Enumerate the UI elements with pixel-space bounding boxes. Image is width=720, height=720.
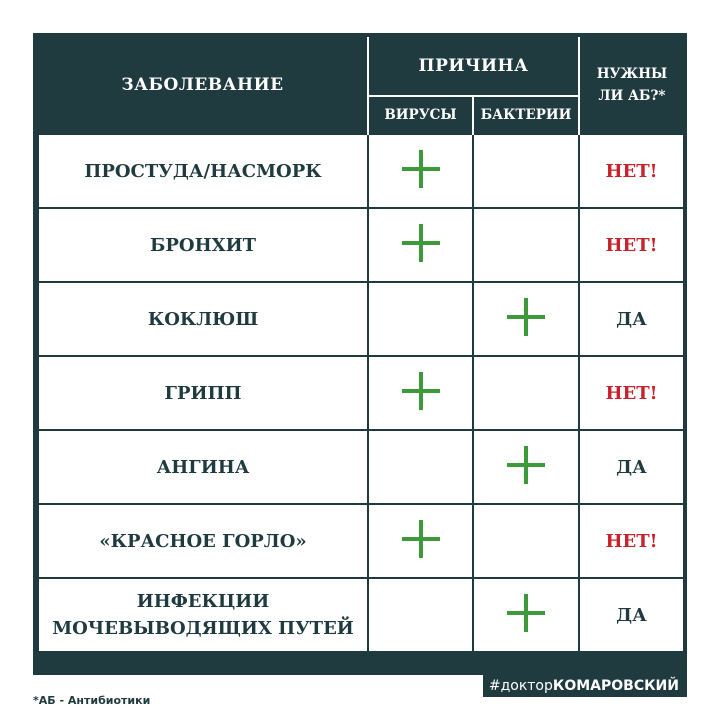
bacteria-cell [473,208,579,282]
disease-name: КОКЛЮШ [38,282,368,356]
bacteria-cell [473,430,579,504]
bacteria-cell [473,578,579,652]
header-disease: ЗАБОЛЕВАНИЕ [38,37,368,134]
table-row [38,208,684,282]
viruses-cell [368,282,473,356]
viruses-cell [368,356,473,430]
header-need-ab-label: НУЖНЫ ЛИ АБ?* [596,66,668,104]
table-row [38,504,684,578]
plus-icon [402,520,440,558]
viruses-cell [368,430,473,504]
plus-icon [402,372,440,410]
need-ab-answer: НЕТ! [579,208,684,282]
header-bacteria: БАКТЕРИИ [473,96,579,134]
table-row [38,430,684,504]
need-ab-answer: НЕТ! [579,134,684,208]
table-row [38,356,684,430]
disease-name: БРОНХИТ [38,208,368,282]
disease-name: «КРАСНОЕ ГОРЛО» [38,504,368,578]
viruses-cell [368,578,473,652]
brand-prefix: #доктор [488,678,553,694]
viruses-cell [368,134,473,208]
header-cause: ПРИЧИНА [368,37,579,96]
plus-icon [507,298,545,336]
need-ab-answer: НЕТ! [579,356,684,430]
header-need-ab [579,37,684,134]
bacteria-cell [473,504,579,578]
bacteria-cell [473,282,579,356]
header-viruses: ВИРУСЫ [368,96,473,134]
plus-icon [402,150,440,188]
bacteria-cell [473,356,579,430]
table-row [38,578,684,652]
viruses-cell [368,504,473,578]
disease-name: ПРОСТУДА/НАСМОРК [38,134,368,208]
plus-icon [507,446,545,484]
brand-tag [483,675,687,697]
bacteria-cell [473,134,579,208]
brand-name: КОМАРОВСКИЙ [552,678,679,694]
need-ab-answer: ДА [579,282,684,356]
disease-table [37,37,685,653]
disease-name: АНГИНА [38,430,368,504]
table-body [38,134,684,652]
need-ab-answer: ДА [579,578,684,652]
disease-name: ГРИПП [38,356,368,430]
need-ab-answer: ДА [579,430,684,504]
table-row [38,134,684,208]
viruses-cell [368,208,473,282]
plus-icon [507,594,545,632]
table-frame [33,33,687,675]
plus-icon [402,224,440,262]
table-row [38,282,684,356]
disease-name: ИНФЕКЦИИ МОЧЕВЫВОДЯЩИХ ПУТЕЙ [38,578,368,652]
need-ab-answer: НЕТ! [579,504,684,578]
footnote: *АБ - Антибиотики [33,694,151,707]
